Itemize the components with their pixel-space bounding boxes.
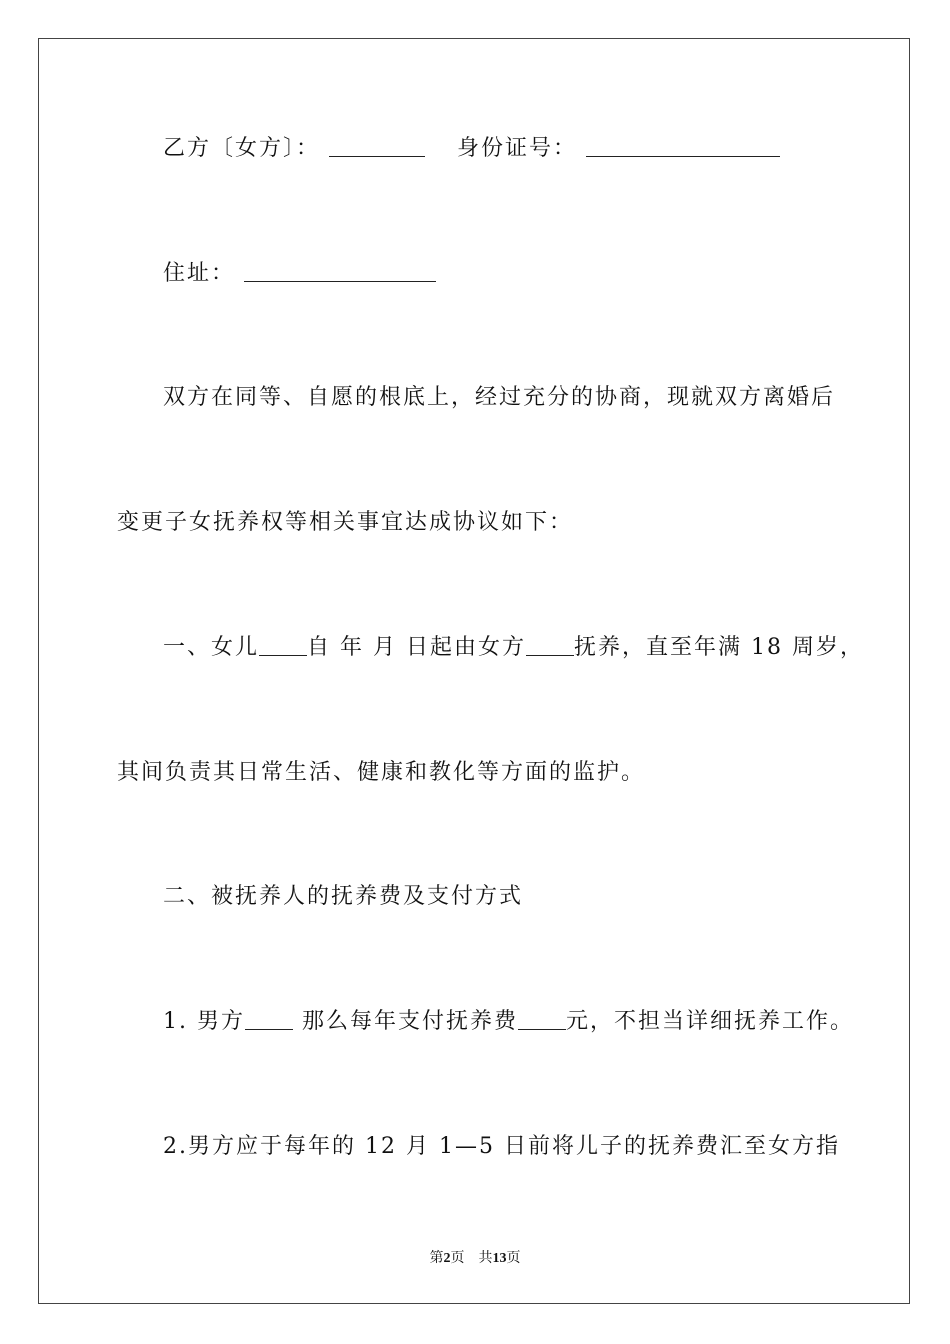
clause-1-line-2: 其间负责其日常生活、健康和教化等方面的监护。 [117, 760, 646, 785]
footer-prefix: 第 [429, 1251, 444, 1266]
current-page-number: 2 [443, 1251, 451, 1266]
item-1-part-b: 那么每年支付抚养费 [292, 1009, 518, 1034]
footer-suffix: 页 [506, 1251, 521, 1266]
id-number-blank[interactable] [586, 134, 780, 157]
item-1-part-a: 1. 男方 [163, 1009, 245, 1034]
clause-2-item-1 [163, 1007, 854, 1037]
page-border [38, 38, 910, 1304]
clause-2-item-2: 2.男方应于每年的 12 月 1—5 日前将儿子的抚养费汇至女方指 [163, 1134, 840, 1159]
address-line [163, 259, 436, 289]
clause-1-part-a: 一、女儿 [163, 635, 260, 660]
party-b-label: 乙方〔女方〕： [163, 136, 321, 161]
daughter-name-blank[interactable] [259, 633, 307, 656]
clause-1-part-b: 自 年 月 日起由女方 [307, 635, 526, 660]
intro-line-1: 双方在同等、自愿的根底上，经过充分的协商，现就双方离婚后 [163, 385, 836, 410]
total-page-number: 13 [492, 1251, 507, 1266]
item-1-part-c: 元，不担当详细抚养工作。 [565, 1009, 854, 1034]
clause-1-part-c: 抚养，直至年满 18 周岁， [574, 635, 864, 660]
page-footer [0, 1247, 950, 1267]
party-b-name-blank[interactable] [329, 134, 425, 157]
clause-2-heading: 二、被抚养人的抚养费及支付方式 [163, 884, 524, 909]
mother-name-blank[interactable] [526, 633, 574, 656]
id-number-label: 身份证号： [457, 136, 578, 161]
footer-mid: 页 共 [450, 1251, 493, 1266]
support-amount-blank[interactable] [518, 1007, 566, 1030]
address-label: 住址： [163, 261, 236, 286]
father-name-blank[interactable] [245, 1007, 293, 1030]
clause-1-line-1 [163, 633, 864, 663]
intro-line-2: 变更子女抚养权等相关事宜达成协议如下： [117, 510, 574, 535]
party-b-line [163, 134, 780, 164]
address-blank[interactable] [244, 259, 436, 282]
